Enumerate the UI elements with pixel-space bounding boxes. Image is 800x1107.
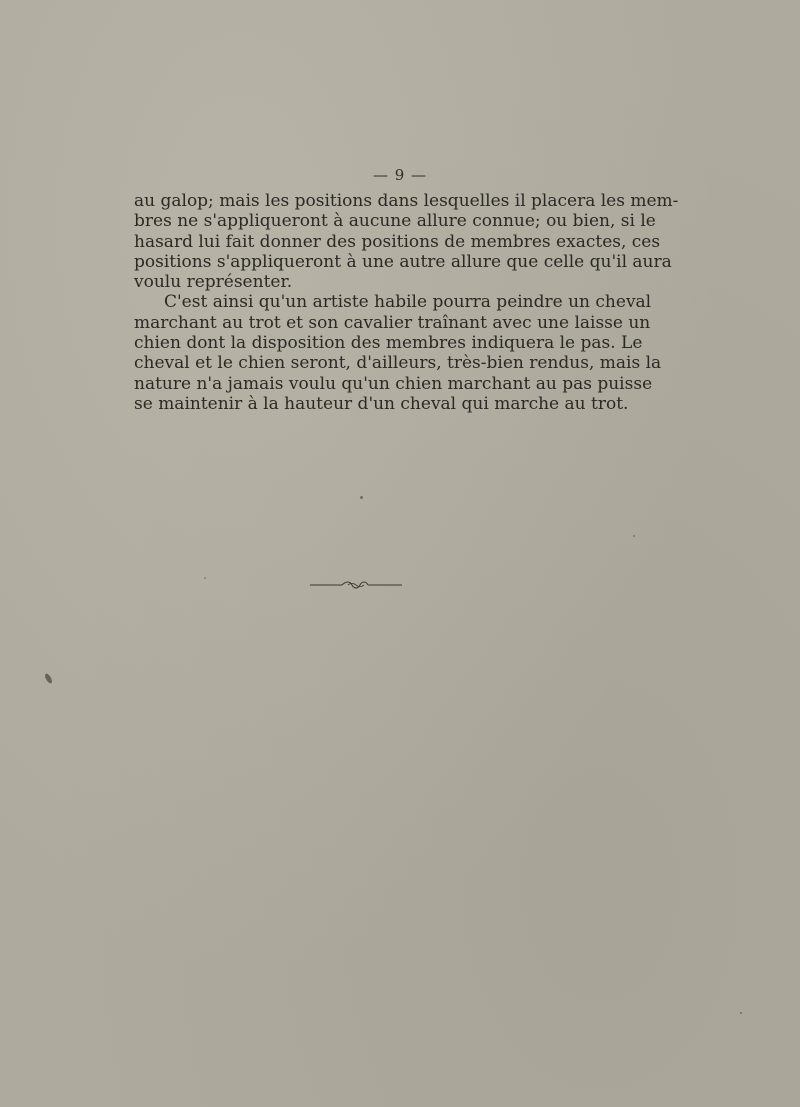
paragraph-1 (134, 191, 679, 293)
paper-speck (360, 496, 363, 499)
text-line: hasard lui fait donner des positions de membres exactes, ces (134, 231, 661, 252)
text-line: marchant au trot et son cavalier traînant avec une laisse un (134, 312, 651, 333)
paper-speck (44, 672, 54, 684)
paragraph-2 (134, 292, 662, 414)
text-line: C'est ainsi qu'un artiste habile pourra peindre un cheval (164, 292, 652, 313)
paper-speck (633, 535, 635, 537)
paper-speck (740, 1012, 742, 1014)
text-line: nature n'a jamais voulu qu'un chien marchant au pas puisse (134, 373, 653, 394)
text-line: positions s'appliqueront à une autre allure que celle qu'il aura (134, 251, 672, 272)
body-text (134, 191, 679, 414)
text-line: voulu représenter. (134, 272, 293, 293)
paper-speck (204, 577, 206, 579)
text-line: se maintenir à la hauteur d'un cheval qui marche au trot. (134, 393, 629, 414)
page-number: — 9 — (372, 166, 428, 184)
text-line: cheval et le chien seront, d'ailleurs, très-bien rendus, mais la (134, 353, 662, 374)
text-line: bres ne s'appliqueront à aucune allure connue; ou bien, si le (134, 211, 656, 232)
tailpiece-flourish-icon (310, 578, 402, 592)
text-line: au galop; mais les positions dans lesquelles il placera les mem- (134, 191, 679, 211)
text-line: chien dont la disposition des membres indiquera le pas. Le (134, 333, 643, 354)
